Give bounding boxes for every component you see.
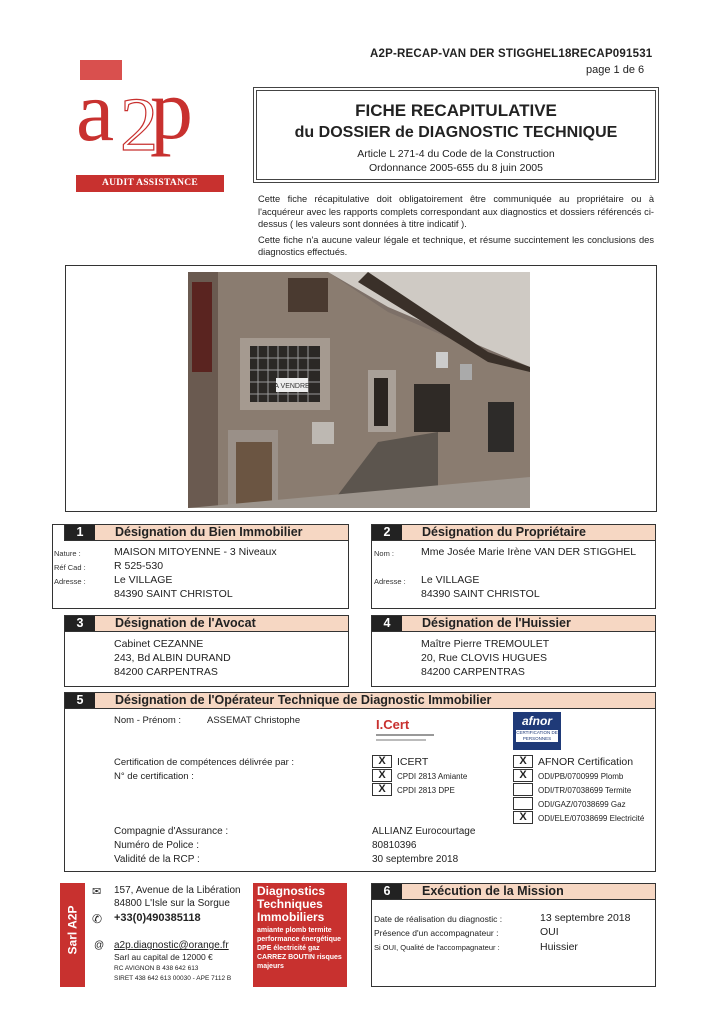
afnor-gaz-checkbox [513, 797, 533, 810]
footer-address1: 157, Avenue de la Libération [114, 885, 241, 896]
company-side-band [60, 883, 85, 987]
ref-cad-value: R 525-530 [114, 560, 164, 572]
afnor-plomb-checkbox: X [513, 769, 533, 782]
afnor-checkbox: X [513, 755, 533, 768]
section-owner-header [371, 524, 656, 541]
svg-text:a: a [76, 63, 115, 159]
diag-title2: Techniques [257, 897, 323, 911]
icert-logo [376, 717, 436, 747]
afnor-gaz-label: ODI/GAZ/07038699 Gaz [538, 800, 626, 809]
cert-number-label: N° de certification : [114, 771, 194, 782]
a2p-logo-mark [76, 58, 224, 170]
rcp-validity-label: Validité de la RCP : [114, 854, 200, 865]
section-title: Désignation du Propriétaire [422, 525, 586, 539]
intro-p2: Cette fiche n'a aucune valeur légale et technique, et résume succintement les conclusions des diagnostics effectués. [258, 234, 654, 257]
icert-checkbox: X [372, 755, 392, 768]
section-number: 3 [65, 616, 95, 631]
mail-icon: ✉ [92, 886, 102, 898]
icert-dpe-label: CPDI 2813 DPE [397, 786, 455, 795]
bailiff-line2: 20, Rue CLOVIS HUGUES [421, 652, 548, 664]
title-line4: Ordonnance 2005-655 du 8 juin 2005 [369, 162, 543, 174]
icert-label: ICERT [397, 756, 429, 768]
afnor-electricite-checkbox: X [513, 811, 533, 824]
section-mission-header [371, 883, 656, 900]
section-property-header [64, 524, 349, 541]
insurance-value: ALLIANZ Eurocourtage [372, 826, 476, 837]
companion-value: OUI [540, 926, 559, 938]
section-number: 4 [372, 616, 402, 631]
companion-role-label: Si OUI, Qualité de l'accompagnateur : [374, 943, 500, 952]
icert-amiante-label: CPDI 2813 Amiante [397, 772, 468, 781]
bailiff-line1: Maître Pierre TREMOULET [421, 638, 550, 650]
owner-address-line1: Le VILLAGE [421, 574, 480, 586]
title-line1: FICHE RECAPITULATIVE [355, 101, 557, 120]
company-side-text: Sarl A2P [65, 905, 80, 955]
address-line1: Le VILLAGE [114, 574, 173, 586]
cert-by-label: Certification de compétences délivrée par : [114, 757, 295, 768]
section-number: 6 [372, 884, 402, 899]
footer-siret: SIRET 438 642 613 00030 - APE 7112 B [114, 975, 232, 982]
bailiff-line3: 84200 CARPENTRAS [421, 666, 525, 678]
nature-label: Nature : [54, 549, 81, 558]
title-box [253, 87, 659, 183]
diagnostics-box [253, 883, 347, 987]
section-lawyer-header [64, 615, 349, 632]
afnor-logo-text: afnor [522, 714, 552, 728]
policy-label: Numéro de Police : [114, 840, 200, 851]
mission-date-value: 13 septembre 2018 [540, 912, 631, 924]
diag-list: amiante plomb termite performance énergétique DPE électricité gaz CARREZ BOUTIN risques majeurs [257, 927, 342, 970]
companion-label: Présence d'un accompagnateur : [374, 928, 499, 938]
afnor-logo [513, 712, 561, 750]
section-title: Désignation de l'Opérateur Technique de Diagnostic Immobilier [115, 693, 492, 707]
lawyer-line2: 243, Bd ALBIN DURAND [114, 652, 231, 664]
rcp-validity-value: 30 septembre 2018 [372, 854, 459, 865]
operator-name-value: ASSEMAT Christophe [207, 715, 301, 726]
section-bailiff-header [371, 615, 656, 632]
footer-capital: Sarl au capital de 12000 € [114, 952, 213, 962]
icert-logo-text: I.Cert [376, 717, 410, 732]
owner-address-line2: 84390 SAINT CHRISTOL [421, 588, 540, 600]
lawyer-line1: Cabinet CEZANNE [114, 638, 204, 650]
section-number: 1 [65, 525, 95, 540]
title-line2: du DOSSIER de DIAGNOSTIC TECHNIQUE [294, 124, 618, 141]
section-number: 5 [65, 693, 95, 708]
afnor-label: AFNOR Certification [538, 756, 634, 768]
intro-p1: Cette fiche récapitulative doit obligatoirement être communiquée au propriétaire ou à l'acquéreur avec les rapports complets correspondant aux diagnostics et dossiers référencés ci-dessus ( les valeurs sont données à titre indicatif ). [258, 194, 654, 229]
nature-value: MAISON MITOYENNE - 3 Niveaux [114, 546, 277, 558]
afnor-plomb-label: ODI/PB/0700999 Plomb [538, 772, 624, 781]
a2p-logo [76, 58, 224, 205]
icert-dpe-checkbox: X [372, 783, 392, 796]
insurance-label: Compagnie d'Assurance : [114, 826, 229, 837]
logo-band: AUDIT ASSISTANCE PROVENCE [76, 175, 224, 192]
address-label: Adresse : [54, 577, 86, 586]
at-icon: @ [94, 940, 105, 951]
lawyer-line3: 84200 CARPENTRAS [114, 666, 218, 678]
owner-name-value: Mme Josée Marie Irène VAN DER STIGGHEL [421, 546, 637, 558]
title-line3: Article L 271-4 du Code de la Construction [357, 148, 555, 160]
section-title: Exécution de la Mission [422, 884, 564, 898]
owner-address-label: Adresse : [374, 577, 406, 586]
section-title: Désignation du Bien Immobilier [115, 525, 303, 539]
footer-email[interactable]: a2p.diagnostic@orange.fr [114, 940, 229, 951]
for-sale-sign: A VENDRE [274, 383, 310, 390]
operator-name-label: Nom - Prénom : [114, 715, 182, 726]
companion-role-value: Huissier [540, 941, 578, 953]
policy-value: 80810396 [372, 840, 417, 851]
page-number: page 1 de 6 [586, 64, 645, 76]
section-title: Désignation de l'Avocat [115, 616, 256, 630]
intro-text [258, 193, 654, 262]
phone-icon: ✆ [92, 912, 103, 926]
diag-title1: Diagnostics [257, 884, 326, 898]
afnor-termite-label: ODI/TR/07038699 Termite [538, 786, 632, 795]
footer-rc: RC AVIGNON B 438 642 613 [114, 965, 199, 972]
section-number: 2 [372, 525, 402, 540]
house-photo [188, 272, 530, 508]
footer-address2: 84800 L'Isle sur la Sorgue [114, 898, 230, 909]
ref-cad-label: Réf Cad : [54, 563, 86, 572]
section-operator-header [64, 692, 656, 709]
section-title: Désignation de l'Huissier [422, 616, 571, 630]
address-line2: 84390 SAINT CHRISTOL [114, 588, 233, 600]
afnor-electricite-label: ODI/ELE/07038699 Electricité [538, 814, 645, 823]
diag-title3: Immobiliers [257, 910, 325, 924]
document-reference: A2P-RECAP-VAN DER STIGGHEL18RECAP091531 [370, 48, 653, 60]
footer-phone: +33(0)490385118 [114, 912, 201, 924]
afnor-termite-checkbox [513, 783, 533, 796]
owner-name-label: Nom : [374, 549, 395, 558]
afnor-logo-sub: CERTIFICATION DE PERSONNES [516, 730, 558, 741]
mission-date-label: Date de réalisation du diagnostic : [374, 914, 503, 924]
icert-amiante-checkbox: X [372, 769, 392, 782]
svg-text:2: 2 [120, 83, 158, 167]
svg-text:p: p [150, 61, 193, 157]
